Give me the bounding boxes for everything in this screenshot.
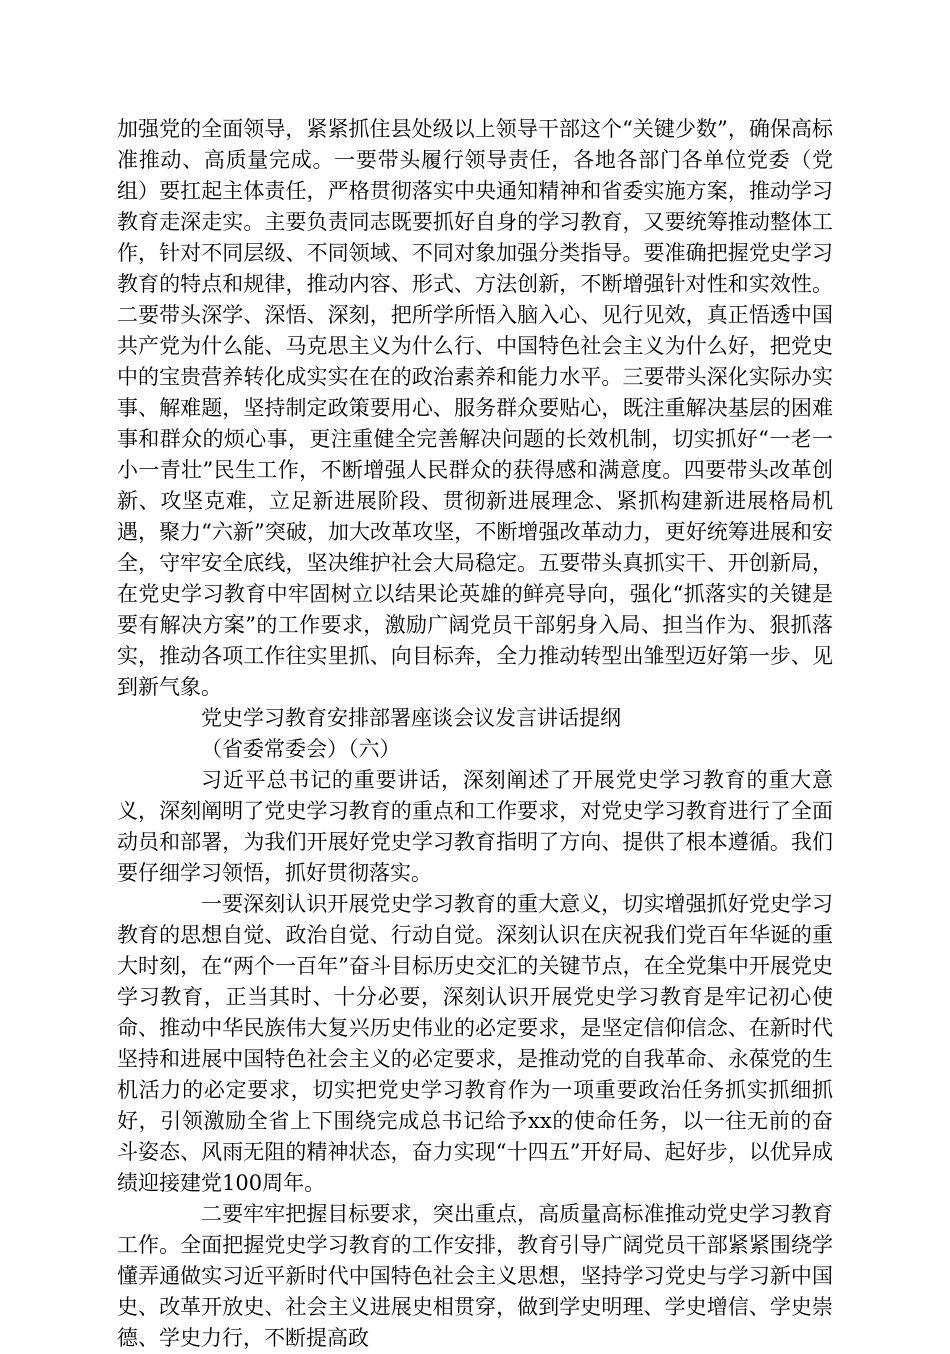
paragraph-intro: 习近平总书记的重要讲话，深刻阐述了开展党史学习教育的重大意义，深刻阐明了党史学习教育的重点和工作要求，对党史学习教育进行了全面动员和部署，为我们开展好党史学习教育指明了方向、提供了根本遵循。我们要仔细学习领悟，抓好贯彻落实。 bbox=[117, 768, 833, 885]
speech-subtitle: （省委常委会）（六） bbox=[201, 737, 401, 761]
paragraph-leadership-duties: 加强党的全面领导，紧紧抓住县处级以上领导干部这个“关键少数”，确保高标准推动、高质量完成。一要带头履行领导责任，各地各部门各单位党委（党组）要扛起主体责任，严格贯彻落实中央通知精神和省委实施方案，推动学习教育走深走实。主要负责同志既要抓好自身的学习教育，又要统筹推动整体工作，针对不同层级、不同领域、不同对象加强分类指导。要准确把握党史学习教育的特点和规律，推动内容、形式、方法创新，不断增强针对性和实效性。二要带头深学、深悟、深刻，把所学所悟入脑入心、见行见效，真正悟透中国共产党为什么能、马克思主义为什么行、中国特色社会主义为什么好，把党史中的宝贵营养转化成实实在在的政治素养和能力水平。三要带头深化实际办实事、解难题，坚持制定政策要用心、服务群众要贴心，既注重解决基层的困难事和群众的烦心事，更注重健全完善解决问题的长效机制，切实抓好“一老一小一青壮”民生工作，不断增强人民群众的获得感和满意度。四要带头改革创新、攻坚克难，立足新进展阶段、贯彻新进展理念、紧抓构建新进展格局机遇，聚力“六新”突破，加大改革攻坚，不断增强改革动力，更好统筹进展和安全，守牢安全底线，坚决维护社会大局稳定。五要带头真抓实干、开创新局，在党史学习教育中牢固树立以结果论英雄的鲜亮导向，强化“抓落实的关键是要有解决方案”的工作要求，激励广阔党员干部躬身入局、担当作为、狠抓落实，推动各项工作往实里抓、向目标奔，全力推动转型出雏型迈好第一步、见到新气象。 bbox=[117, 117, 833, 699]
speech-title: 党史学习教育安排部署座谈会议发言讲话提纲 bbox=[201, 706, 621, 730]
document-page bbox=[117, 114, 833, 1354]
paragraph-point-two: 二要牢牢把握目标要求，突出重点，高质量高标准推动党史学习教育工作。全面把握党史学习教育的工作安排，教育引导广阔党员干部紧紧围绕学懂弄通做实习近平新时代中国特色社会主义思想，坚持学习党史与学习新中国史、改革开放史、社会主义进展史相贯穿，做到学史明理、学史增信、学史崇德、学史力行，不断提高政 bbox=[117, 1202, 833, 1350]
paragraph-point-one: 一要深刻认识开展党史学习教育的重大意义，切实增强抓好党史学习教育的思想自觉、政治自觉、行动自觉。深刻认识在庆祝我们党百年华诞的重大时刻，在“两个一百年”奋斗目标历史交汇的关键节点，在全党集中开展党史学习教育，正当其时、十分必要，深刻认识开展党史学习教育是牢记初心使命、推动中华民族伟大复兴历史伟业的必定要求，是坚定信仰信念、在新时代坚持和进展中国特色社会主义的必定要求，是推动党的自我革命、永葆党的生机活力的必定要求，切实把党史学习教育作为一项重要政治任务抓实抓细抓好，引领激励全省上下围绕完成总书记给予xx的使命任务，以一往无前的奋斗姿态、风雨无阻的精神状态，奋力实现“十四五”开好局、起好步，以优异成绩迎接建党100周年。 bbox=[117, 892, 833, 1195]
